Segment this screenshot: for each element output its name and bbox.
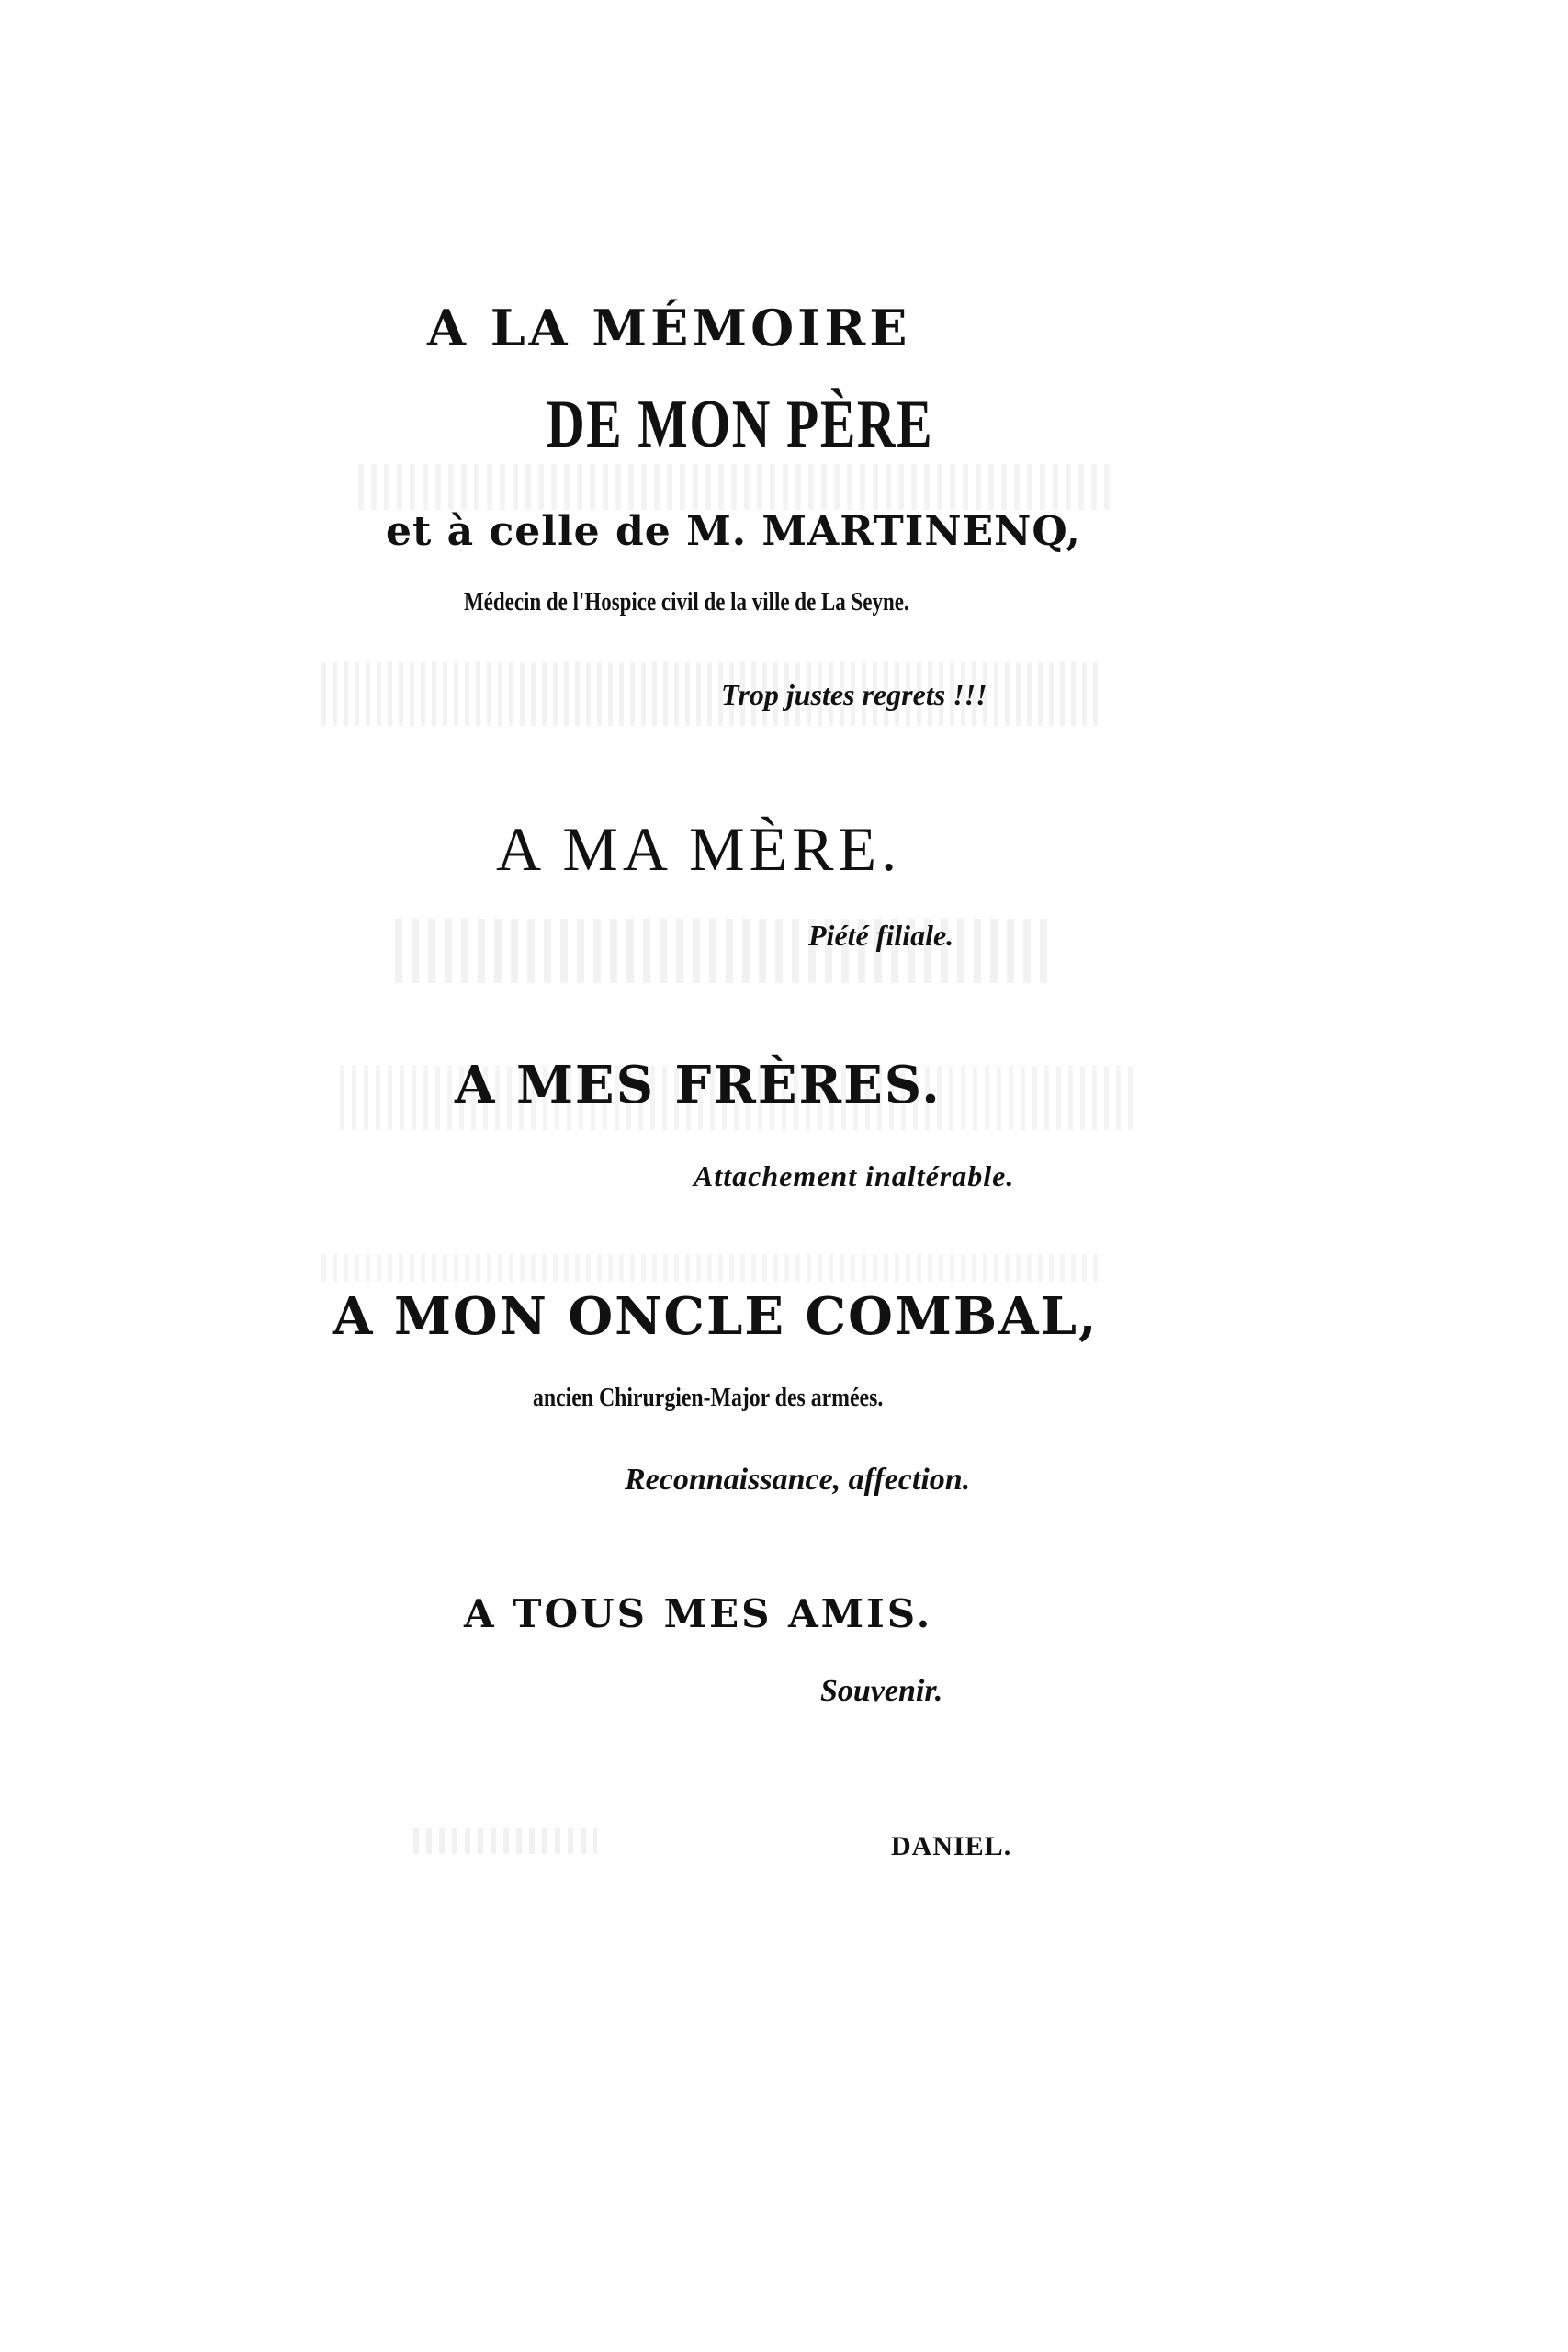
memory-heading: A LA MÉMOIRE — [427, 299, 911, 357]
uncle-title: ancien Chirurgien-Major des armées. — [533, 1383, 884, 1412]
brothers-sentiment: Attachement inaltérable. — [694, 1159, 1015, 1193]
brothers-heading: A MES FRÈRES. — [455, 1055, 942, 1115]
signature: DANIEL. — [891, 1831, 1012, 1861]
bleed-through-texture — [413, 1828, 597, 1854]
martinenq-title: Médecin de l'Hospice civil de la ville de La Seyne. — [464, 588, 909, 616]
martinenq-line: et à celle de M. MARTINENQ, — [386, 508, 1081, 555]
uncle-heading: A MON ONCLE COMBAL, — [333, 1286, 1099, 1347]
mother-sentiment: Piété filiale. — [808, 919, 954, 952]
friends-heading: A TOUS MES AMIS. — [464, 1591, 933, 1636]
bleed-through-texture — [395, 919, 1056, 983]
father-line: DE MON PÈRE — [547, 387, 934, 462]
mother-heading: A MA MÈRE. — [496, 814, 902, 884]
bleed-through-texture — [321, 1254, 1102, 1282]
friends-sentiment: Souvenir. — [820, 1674, 943, 1708]
uncle-sentiment: Reconnaissance, affection. — [625, 1463, 971, 1497]
bleed-through-texture — [358, 464, 1111, 510]
memory-sentiment: Trop justes regrets !!! — [721, 678, 987, 711]
